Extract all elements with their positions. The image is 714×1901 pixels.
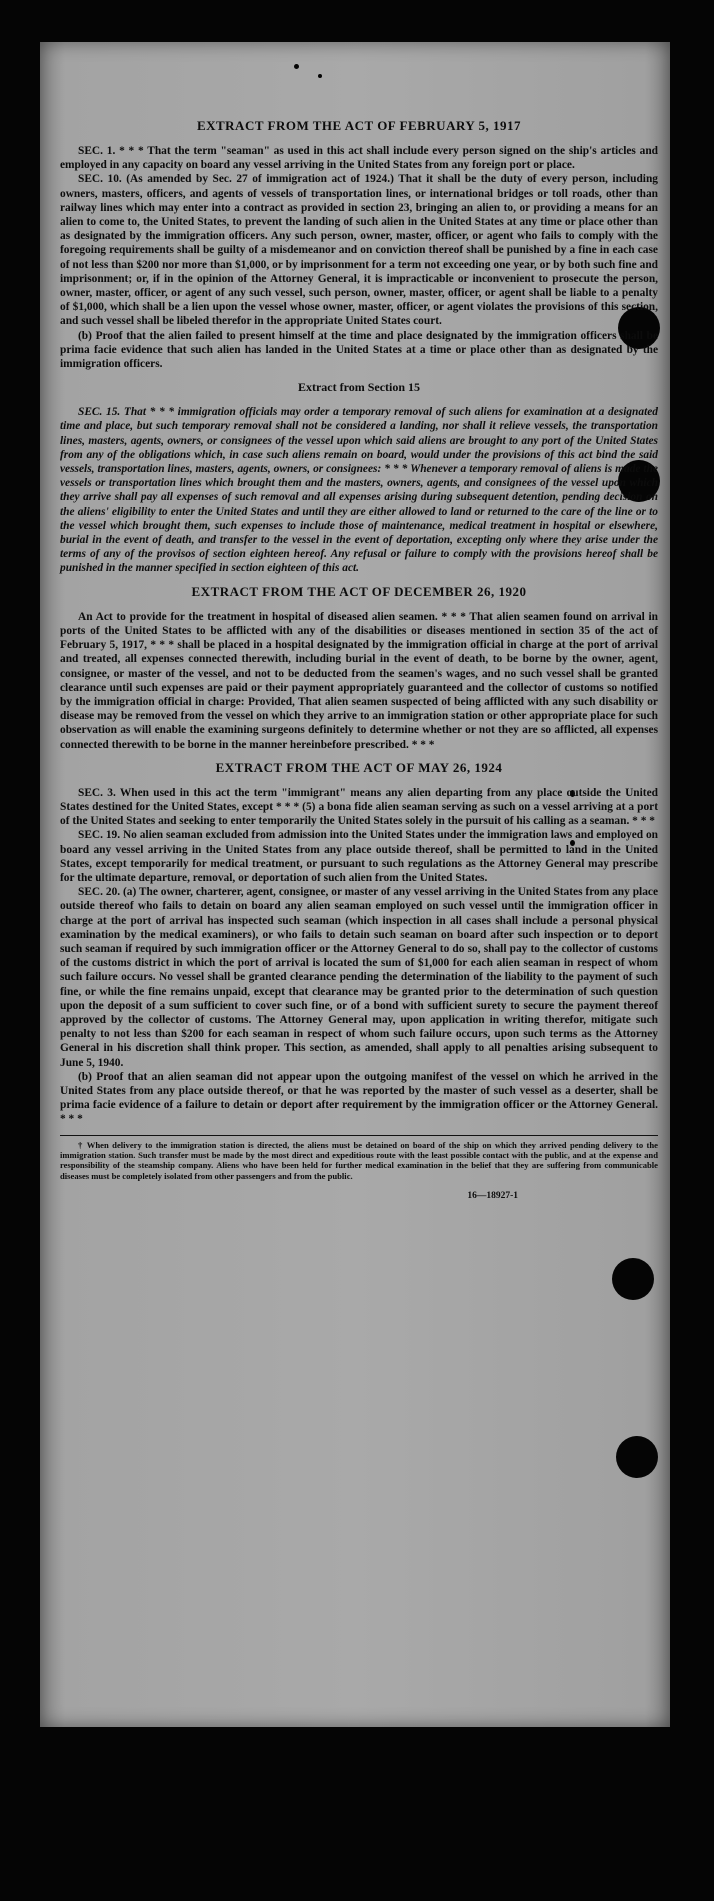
paragraph-proof-alien: (b) Proof that the alien failed to present himself at the time and place designated by the immigration officers shall be prima facie evidence that such alien has landed in the United States at a time or place other than as designated by the immigration officers. [60, 329, 658, 371]
paragraph-sec-15: SEC. 15. That * * * immigration officials may order a temporary removal of such aliens for examination at a designated time and place, but such temporary removal shall not be considered a landing, nor shall it relieve vessels, the transportation lines, masters, agents, owners, or consignees of the vessel upon which said aliens are brought to any port of the United States from any of the obligations which, in case such aliens remain on board, would under the provisions of this act bind the said vessels, transportation lines, masters, agents, owners, or consignees: * * * Whenever a temporary removal of aliens is made the vessels or transportation lines which brought them and the masters, owners, agents, and consignees of the vessel upon which they arrive shall pay all expenses of such removal and all expenses arising during subsequent detention, pending decision on the aliens' eligibility to enter the United States and until they are either allowed to land or returned to the care of the line or to the vessel which brought them, such expenses to include those of maintenance, medical treatment in hospital or elsewhere, burial in the event of death, and transfer to the vessel in the event of deportation, excepting only where they arise under the terms of any of the provisos of section eighteen hereof. Any refusal or failure to comply with the provisions hereof shall be punished in the manner specified in section eighteen of this act. [60, 406, 658, 575]
paragraph-act-1920: An Act to provide for the treatment in hospital of diseased alien seamen. * * * That alien seamen found on arrival in ports of the United States to be afflicted with any of the disabilities or diseases mentioned in section 35 of the act of February 5, 1917, * * * shall be placed in a hospital designated by the immigration official in charge at the port of arrival and treated, all expenses connected therewith, including burial in the event of death, to be borne by the owner, agent, consignee, or master of the vessel, and not to be deducted from the seamen's wages, and no such vessel shall be granted clearance until such expenses are paid or their payment appropriately guaranteed and the collector of customs so notified by the immigration official in charge: Provided, That alien seamen suspected of being afflicted with any such disability or disease may be removed from the vessel on which they arrive to an immigration station or other appropriate place for such observation as will enable the examining surgeons definitely to determine whether or not they are so afflicted, all expenses connected therewith to be borne in the manner hereinbefore prescribed. * * * [60, 610, 658, 751]
paragraph-sec-19: SEC. 19. No alien seaman excluded from admission into the United States under the immigration laws and employed on board any vessel arriving in the United States from any place outside thereof, shall be permitted to land in the United States, except temporarily for medical treatment, or pursuant to such regulations as the Attorney General may prescribe for the ultimate departure, removal, or deportation of such alien from the United States. [60, 829, 658, 884]
form-number: 16—18927-1 [467, 1191, 518, 1202]
binder-hole [612, 1258, 654, 1300]
heading-act-1920: EXTRACT FROM THE ACT OF DECEMBER 26, 1920 [191, 583, 527, 599]
paragraph-sec-20: SEC. 20. (a) The owner, charterer, agent, consignee, or master of any vessel arriving in the United States from any place outside thereof who fails to detain on board any alien seaman employed on such vessel until the immigration officer in charge at the port of arrival has inspected such seaman (which inspection in all cases shall include a personal physical examination by the medical examiners), or who fails to detain such seaman on board after such inspection or to deport such seaman if required by such immigration officer or the Attorney General to do so, shall pay to the collector of customs of the customs district in which the port of arrival is located the sum of $1,000 for each alien seaman in respect of whom such failure occurs. No vessel shall be granted clearance pending the determination of the liability to the payment of such fine, or while the fine remains unpaid, except that clearance may be granted prior to the determination of such question upon the deposit of a sum sufficient to cover such fine, or of a bond with sufficient surety to secure the payment thereof approved by the collector of customs. The Attorney General may, upon application in writing therefor, mitigate such penalty to not less than $200 for each seaman in respect of whom such failure occurs, upon such terms as the Attorney General in his discretion shall think proper. This section, as amended, shall apply to all penalties arising subsequent to June 5, 1940. [60, 886, 658, 1069]
paragraph-sec-3: SEC. 3. When used in this act the term "immigrant" means any alien departing from any place outside the United States destined for the United States, except * * * (5) a bona fide alien seaman serving as such on a vessel arriving at a port of the United States and seeking to enter temporarily the United States solely in the pursuit of his calling as a seaman. * * * [60, 786, 658, 828]
heading-act-1924: EXTRACT FROM THE ACT OF MAY 26, 1924 [215, 759, 503, 775]
binder-hole [616, 1436, 658, 1478]
heading-act-1917: EXTRACT FROM THE ACT OF FEBRUARY 5, 1917 [196, 118, 522, 133]
heading-section-15: Extract from Section 15 [297, 380, 421, 395]
document-body [60, 110, 658, 1201]
paragraph-sec-1: SEC. 1. * * * That the term "seaman" as used in this act shall include every person signed on the ship's articles and employed in any capacity on board any vessel arriving in the United States from any foreign port or place. [60, 145, 658, 172]
punch-mark [318, 74, 322, 78]
paragraph-proof-seaman: (b) Proof that an alien seaman did not appear upon the outgoing manifest of the vessel on which he arrived in the United States from any place outside thereof, or that he was reported by the master of such vessel as a deserter, shall be prima facie evidence of a failure to detain or deport after requirement by the immigration officer or the Attorney General. * * * [60, 1070, 658, 1126]
footnote: † When delivery to the immigration station is directed, the aliens must be detained on board of the ship on which they arrived pending delivery to the immigration station. Such transfer must be made by the most direct and expeditious route with the least possible contact with the public, and at the expense and responsibility of the steamship company. Aliens who have been held for further medical examination in the belief that they are suffering from communicable diseases must be completely isolated from other passengers and from the public. [60, 1139, 658, 1181]
paragraph-sec-10: SEC. 10. (As amended by Sec. 27 of immigration act of 1924.) That it shall be the duty of every person, including owners, masters, officers, and agents of vessels of transportation lines, or international bridges or toll roads, other than railway lines which may enter into a contract as provided in section 23, bringing an alien to, or providing a means for an alien to come to, the United States, to prevent the landing of such alien in the United States at any time or place other than as designated by the immigration officers. Any such person, owner, master, officer, or agent who fails to comply with the foregoing requirements shall be guilty of a misdemeanor and on conviction thereof shall be punished by a fine in each case of not less than $200 nor more than $1,000, or by imprisonment for a term not exceeding one year, or by both such fine and imprisonment; or, if in the opinion of the Attorney General, it is impracticable or inconvenient to prosecute the person, owner, master, officer, or agent of any such vessel, such person, owner, master, officer, or agent shall be liable to a penalty of $1,000, which shall be a lien upon the vessel whose owner, master, officer, or agent violates the provisions of this section, and such vessel shall be libeled therefor in the appropriate United States court. [60, 173, 658, 328]
footnote-divider [60, 1135, 658, 1136]
punch-mark [294, 64, 299, 69]
